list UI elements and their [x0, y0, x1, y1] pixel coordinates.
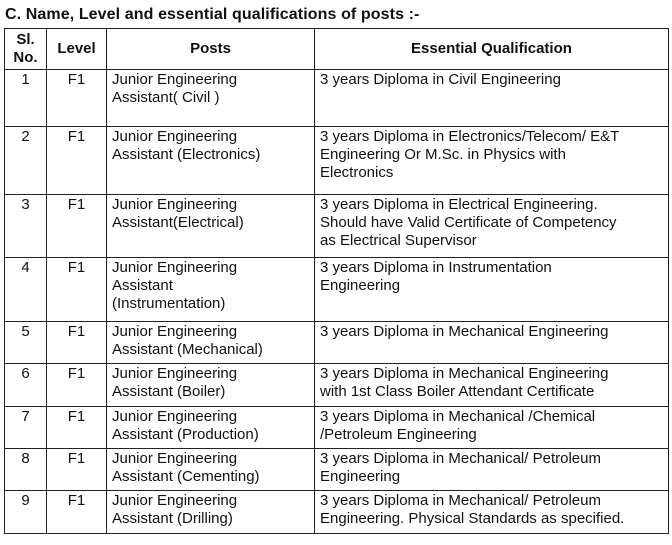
header-sl-line1: Sl.: [16, 31, 35, 48]
header-posts: Posts: [107, 29, 315, 70]
post-cell: [107, 195, 315, 258]
qualification-line: Engineering: [320, 468, 401, 485]
sl-cell: 6: [5, 364, 47, 407]
sl-cell: 5: [5, 322, 47, 364]
qualification-line: 3 years Diploma in Mechanical/ Petroleum: [320, 492, 601, 509]
header-qualification: Essential Qualification: [315, 29, 669, 70]
header-level: Level: [47, 29, 107, 70]
sl-cell: 2: [5, 127, 47, 195]
post-cell: [107, 127, 315, 195]
table-row: [5, 407, 669, 449]
table-row: [5, 127, 669, 195]
post-cell: [107, 322, 315, 364]
level-cell: F1: [47, 70, 107, 127]
qualification-cell: [315, 258, 669, 322]
qualification-line: Engineering Or M.Sc. in Physics with: [320, 146, 566, 163]
table-row: [5, 491, 669, 534]
post-line: Assistant( Civil ): [112, 89, 220, 106]
qualification-line: as Electrical Supervisor: [320, 232, 477, 249]
post-line: Junior Engineering: [112, 196, 238, 213]
post-line: Junior Engineering: [112, 259, 238, 276]
qualification-line: 3 years Diploma in Electronics/Telecom/ E&T: [320, 128, 620, 145]
qualification-cell: [315, 407, 669, 449]
post-cell: [107, 407, 315, 449]
table-row: [5, 364, 669, 407]
level-cell: F1: [47, 449, 107, 491]
post-line: Junior Engineering: [112, 450, 238, 467]
post-line: Assistant (Production): [112, 426, 259, 443]
post-line: Junior Engineering: [112, 323, 238, 340]
post-cell: [107, 70, 315, 127]
qualification-line: Should have Valid Certificate of Competency: [320, 214, 617, 231]
qualification-cell: [315, 127, 669, 195]
qualification-line: 3 years Diploma in Civil Engineering: [320, 71, 561, 88]
level-cell: F1: [47, 407, 107, 449]
qualification-line: 3 years Diploma in Mechanical /Chemical: [320, 408, 596, 425]
table-row: [5, 195, 669, 258]
qualification-line: 3 years Diploma in Mechanical/ Petroleum: [320, 450, 601, 467]
posts-qualification-table: [4, 28, 669, 534]
level-cell: F1: [47, 491, 107, 534]
sl-cell: 8: [5, 449, 47, 491]
qualification-line: Engineering. Physical Standards as specified.: [320, 510, 625, 527]
post-cell: [107, 449, 315, 491]
qualification-line: 3 years Diploma in Instrumentation: [320, 259, 552, 276]
post-line: Assistant(Electrical): [112, 214, 244, 231]
qualification-line: 3 years Diploma in Electrical Engineering.: [320, 196, 598, 213]
sl-cell: 9: [5, 491, 47, 534]
post-line: Assistant (Drilling): [112, 510, 233, 527]
qualification-line: /Petroleum Engineering: [320, 426, 477, 443]
header-sl-no: [5, 29, 47, 70]
qualification-cell: [315, 322, 669, 364]
post-cell: [107, 491, 315, 534]
post-line: Junior Engineering: [112, 492, 238, 509]
level-cell: F1: [47, 322, 107, 364]
sl-cell: 7: [5, 407, 47, 449]
qualification-line: Electronics: [320, 164, 394, 181]
sl-cell: 4: [5, 258, 47, 322]
post-line: Assistant (Electronics): [112, 146, 261, 163]
qualification-cell: [315, 364, 669, 407]
table-header-row: [5, 29, 669, 70]
section-heading: C. Name, Level and essential qualifications of posts :-: [5, 6, 420, 23]
qualification-cell: [315, 195, 669, 258]
post-line: Assistant (Mechanical): [112, 341, 263, 358]
post-line: Assistant (Boiler): [112, 383, 226, 400]
sl-cell: 1: [5, 70, 47, 127]
post-line: Junior Engineering: [112, 71, 238, 88]
post-line: Junior Engineering: [112, 365, 238, 382]
table-row: [5, 322, 669, 364]
level-cell: F1: [47, 195, 107, 258]
qualification-line: Engineering: [320, 277, 401, 294]
qualification-line: 3 years Diploma in Mechanical Engineering: [320, 323, 609, 340]
table-row: [5, 258, 669, 322]
table-row: [5, 70, 669, 127]
qualification-cell: [315, 449, 669, 491]
post-cell: [107, 258, 315, 322]
level-cell: F1: [47, 364, 107, 407]
qualification-line: with 1st Class Boiler Attendant Certificate: [320, 383, 595, 400]
post-line: Assistant: [112, 277, 173, 294]
level-cell: F1: [47, 258, 107, 322]
table-row: [5, 449, 669, 491]
header-sl-line2: No.: [13, 49, 38, 66]
post-cell: [107, 364, 315, 407]
post-line: Junior Engineering: [112, 408, 238, 425]
post-line: (Instrumentation): [112, 295, 226, 312]
qualification-cell: [315, 491, 669, 534]
post-line: Junior Engineering: [112, 128, 238, 145]
qualification-line: 3 years Diploma in Mechanical Engineering: [320, 365, 609, 382]
level-cell: F1: [47, 127, 107, 195]
qualification-cell: [315, 70, 669, 127]
sl-cell: 3: [5, 195, 47, 258]
post-line: Assistant (Cementing): [112, 468, 260, 485]
